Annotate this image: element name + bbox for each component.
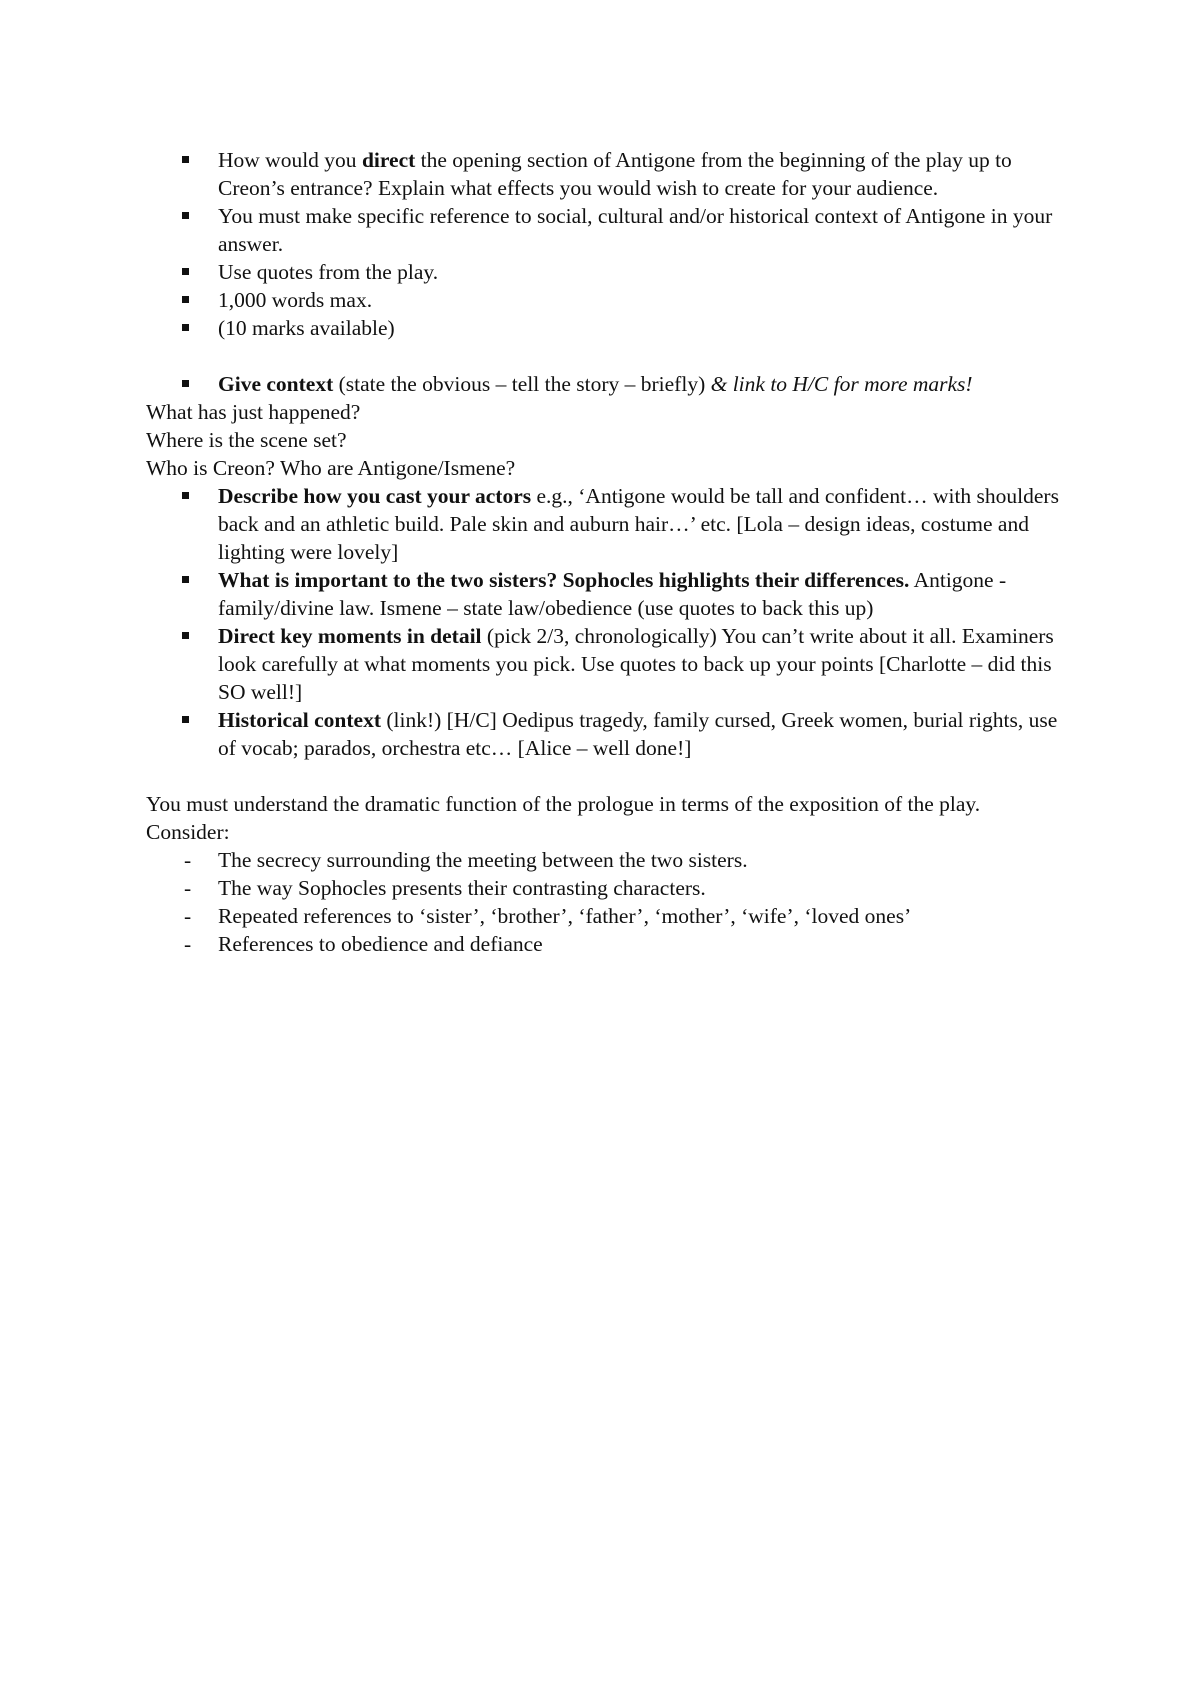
text-run: How would you [218,148,362,172]
square-bullet-icon [182,314,206,342]
square-bullet-icon [182,146,206,174]
dash-marker: - [184,848,192,872]
text-run: e.g., ‘Antigone would be tall and confident… with shoulders back and an athletic build. Pale skin and auburn hair…’ etc. [Lola – design ideas, costume and lighting were lovely] [218,484,1059,564]
list-item-text: Repeated references to ‘sister’, ‘brother’, ‘father’, ‘mother’, ‘wife’, ‘loved ones’ [218,904,912,928]
square-bullet-icon [182,482,206,510]
bullet-item [146,146,1066,202]
bullet-item [146,202,1066,258]
bold-text: Historical context [218,708,381,732]
question-line: What has just happened? [146,400,361,424]
list-item-text: The way Sophocles presents their contrasting characters. [218,876,706,900]
list-item [146,846,1066,874]
bullet-item [146,286,1066,314]
text-run: You must make specific reference to social, cultural and/or historical context of Antigone in your answer. [218,204,1053,256]
square-bullet-icon [182,258,206,286]
list-item [146,902,1066,930]
list-item [146,930,1066,958]
list-item-text: The secrecy surrounding the meeting between the two sisters. [218,848,748,872]
square-bullet-icon [182,202,206,230]
text-run: Use quotes from the play. [218,260,439,284]
question-line: Where is the scene set? [146,428,347,452]
square-bullet-icon [182,622,206,650]
square-bullet-icon [182,566,206,594]
questions-block [146,398,1066,482]
bullet-item [146,370,1066,398]
text-run: 1,000 words max. [218,288,373,312]
dash-marker: - [184,876,192,900]
context-bullet-list [146,370,1066,398]
bold-text: What is important to the two sisters? Sophocles highlights their differences. [218,568,910,592]
spacer [146,342,1066,370]
text-run: (10 marks available) [218,316,395,340]
document-page [146,146,1066,958]
text-run: (state the obvious – tell the story – briefly) [333,372,711,396]
list-item-text: References to obedience and defiance [218,932,543,956]
text-run: Antigone - family/divine law. Ismene – state law/obedience (use quotes to back this up) [218,568,1007,620]
square-bullet-icon [182,706,206,734]
consider-dash-list [146,846,1066,958]
text-run: the opening section of Antigone from the beginning of the play up to Creon’s entrance? Explain what effects you would wish to create for your audience. [218,148,1012,200]
square-bullet-icon [182,286,206,314]
dash-marker: - [184,932,192,956]
intro-bullet-list [146,146,1066,342]
bullet-item [146,622,1066,706]
bold-text: direct [361,148,416,172]
bold-text: Describe how you cast your actors [218,484,532,508]
text-run: (pick 2/3, chronologically) You can’t write about it all. Examiners look carefully at what moments you pick. Use quotes to back up your points [Charlotte – did this SO well!] [218,624,1054,704]
bold-text: Direct key moments in detail [218,624,482,648]
bullet-item [146,314,1066,342]
spacer [146,762,1066,790]
bullet-item [146,706,1066,762]
bullet-item [146,258,1066,286]
bold-text: Give context [218,372,334,396]
text-run: (link!) [H/C] Oedipus tragedy, family cursed, Greek women, burial rights, use of vocab; parados, orchestra etc… [Alice – well done!] [218,708,1058,760]
question-line: Who is Creon? Who are Antigone/Ismene? [146,456,516,480]
bullet-item [146,566,1066,622]
bullet-item [146,482,1066,566]
square-bullet-icon [182,370,206,398]
dash-marker: - [184,904,192,928]
list-item [146,874,1066,902]
italic-text: & link to H/C for more marks! [710,372,973,396]
closing-paragraph: You must understand the dramatic function of the prologue in terms of the exposition of the play. Consider: [146,792,981,844]
guidance-bullet-list [146,482,1066,762]
